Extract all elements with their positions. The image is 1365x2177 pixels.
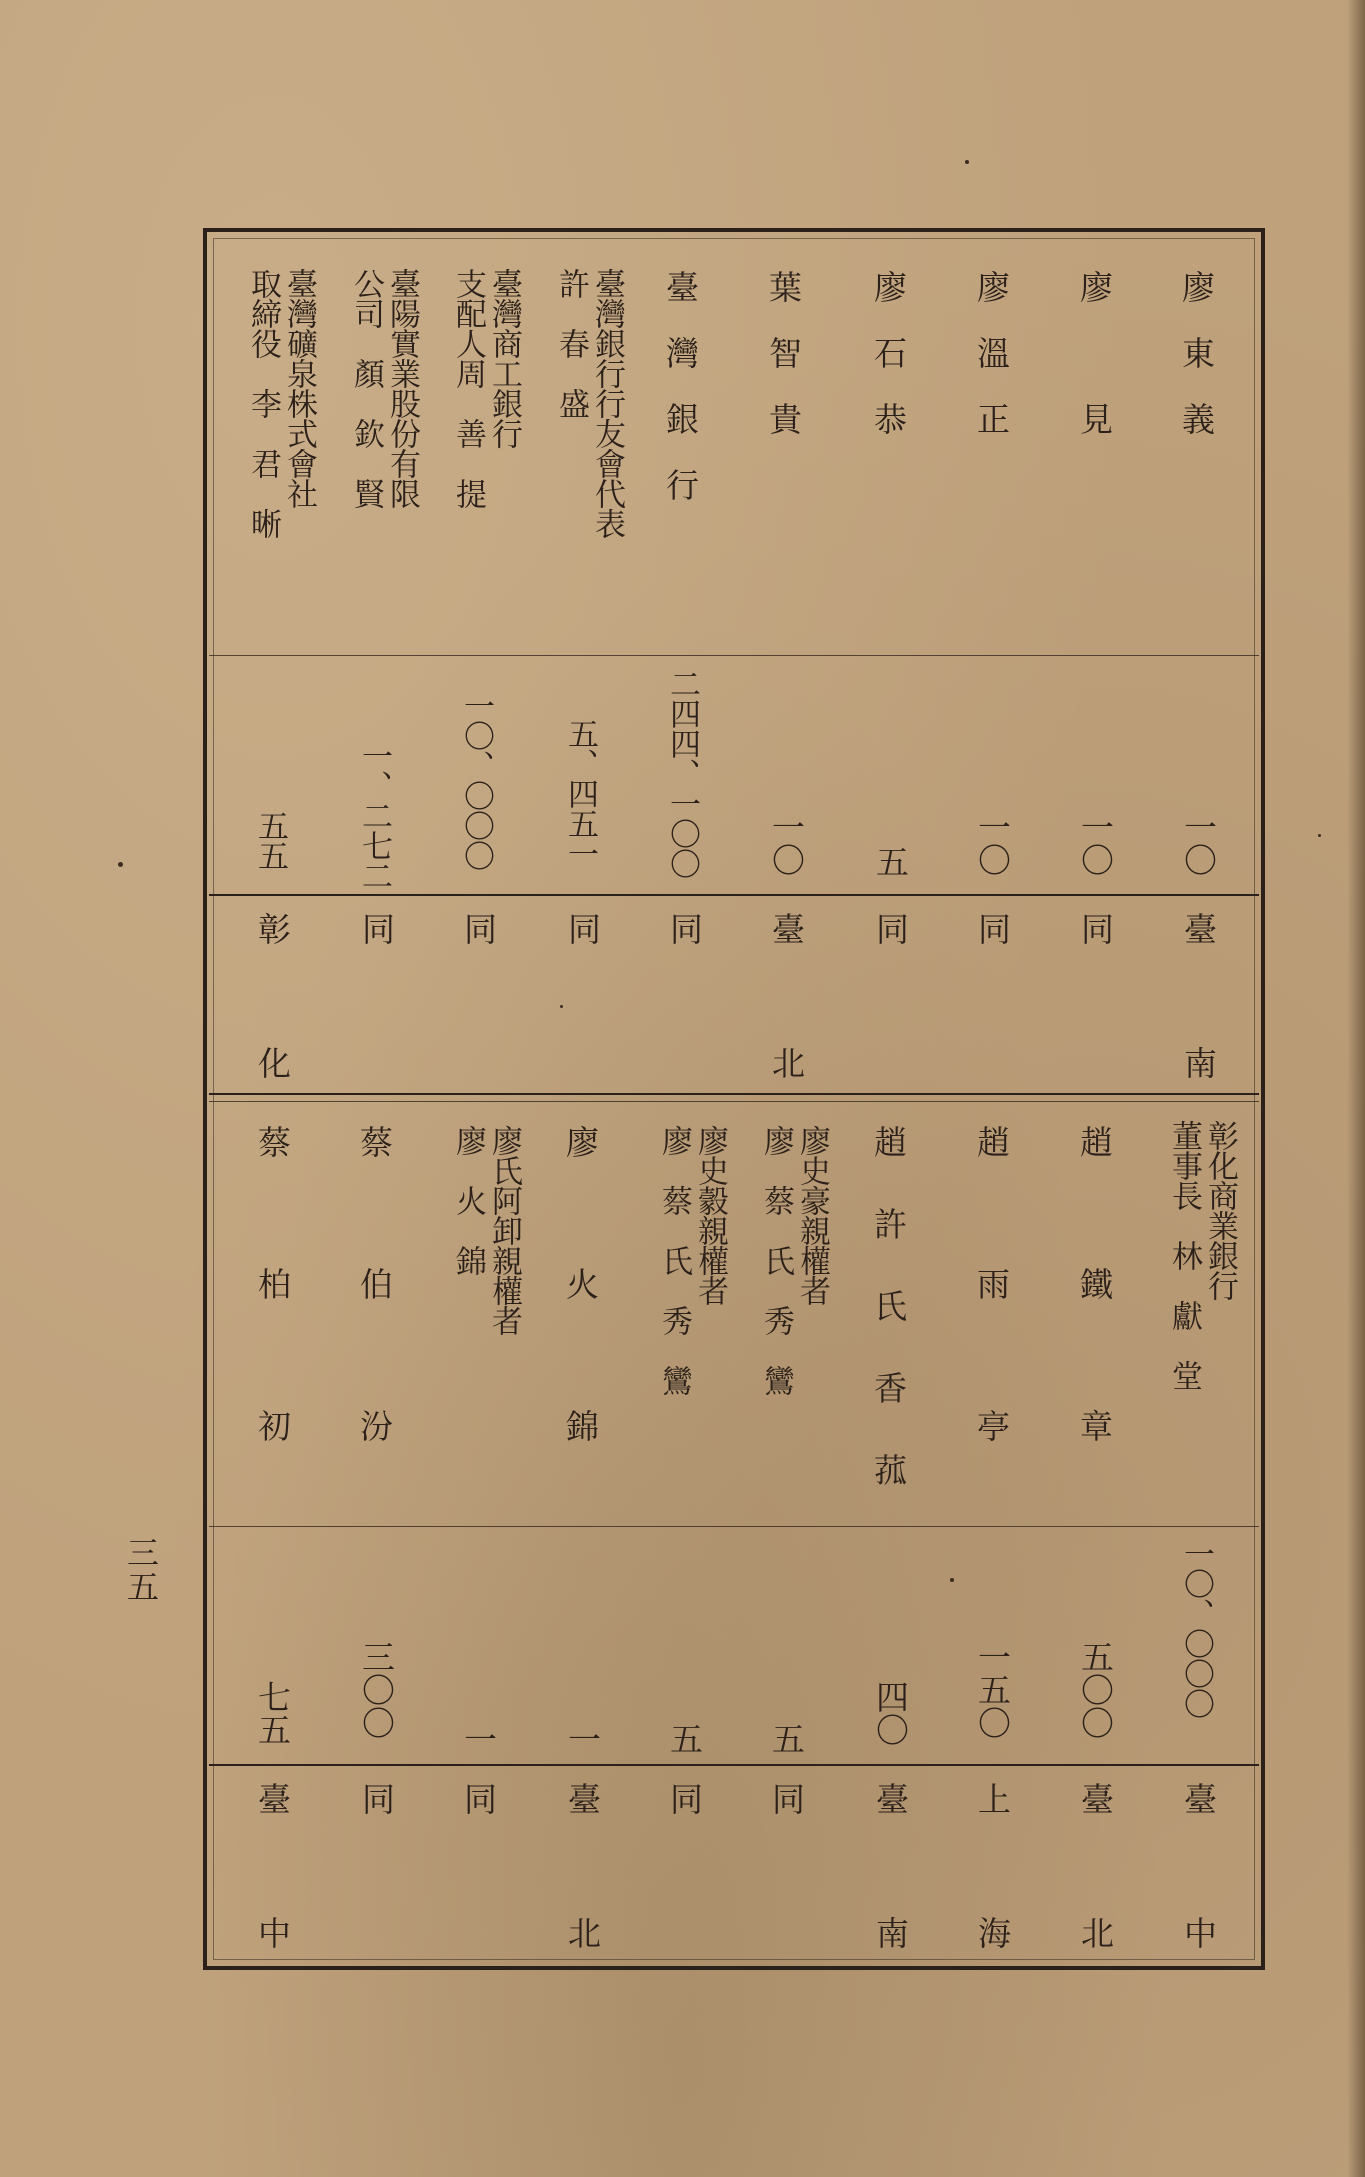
lower-row-2-amount: 五〇〇 — [1076, 1640, 1115, 1739]
section-divider — [209, 1093, 1259, 1095]
upper-row-2-place: 同 — [1076, 912, 1115, 945]
upper-row-5-name: 葉 智 貴 — [764, 270, 803, 435]
page-number: 三五 — [122, 1536, 160, 1604]
upper-row-10-place: 彰 化 — [253, 912, 292, 1113]
lower-amount-place-divider — [209, 1764, 1259, 1766]
upper-row-3-name: 廖 溫 正 — [972, 270, 1011, 435]
page-spine-shadow — [1347, 0, 1365, 2177]
lower-row-10-amount: 七五 — [253, 1680, 292, 1746]
lower-row-5-place: 同 — [767, 1782, 806, 1815]
upper-row-5-amount: 一〇 — [767, 810, 806, 876]
upper-row-4-place: 同 — [871, 912, 910, 945]
upper-row-1-place: 臺 南 — [1179, 912, 1218, 1113]
lower-row-2-name: 趙 鐵 章 — [1075, 1125, 1114, 1480]
paper-speck — [1318, 834, 1321, 837]
paper-speck — [560, 1005, 563, 1008]
lower-row-3-name: 趙 雨 亭 — [972, 1125, 1011, 1480]
upper-row-1-amount: 一〇 — [1179, 810, 1218, 876]
upper-row-4-amount: 五 — [871, 845, 910, 878]
lower-row-3-place: 上 海 — [973, 1782, 1012, 1983]
paper-speck — [118, 862, 123, 867]
upper-row-6-name: 臺 灣 銀 行 — [661, 270, 700, 501]
lower-row-1-name: 彰化商業銀行 董事長 林 獻 堂 — [1166, 1120, 1238, 1390]
lower-row-5-amount: 五 — [767, 1722, 806, 1755]
upper-amount-place-divider — [209, 894, 1259, 896]
upper-row-9-name: 臺陽實業股份有限 公司 顏 欽 賢 — [348, 268, 420, 508]
lower-row-1-amount: 一〇、〇〇〇 — [1178, 1538, 1214, 1718]
upper-row-1-name: 廖 東 義 — [1177, 270, 1216, 435]
section-divider-inner — [209, 1101, 1259, 1102]
lower-row-2-place: 臺 北 — [1076, 1782, 1115, 1983]
lower-name-amount-divider — [209, 1526, 1259, 1527]
upper-row-6-amount: 二四四、一〇〇 — [664, 668, 700, 878]
upper-row-8-name: 臺灣商工銀行 支配人周 善 提 — [450, 268, 522, 508]
lower-row-8-place: 同 — [459, 1782, 498, 1815]
lower-row-9-amount: 三〇〇 — [357, 1640, 396, 1739]
upper-row-2-amount: 一〇 — [1076, 810, 1115, 876]
lower-row-9-name: 蔡 伯 汾 — [355, 1125, 394, 1480]
upper-row-10-name: 臺灣礦泉株式會社 取締役 李 君 晰 — [245, 268, 317, 538]
upper-row-9-place: 同 — [357, 912, 396, 945]
upper-row-6-place: 同 — [665, 912, 704, 945]
lower-row-6-place: 同 — [665, 1782, 704, 1815]
upper-row-10-amount: 五五 — [252, 810, 288, 870]
lower-row-8-amount: 一 — [459, 1722, 498, 1755]
upper-row-3-place: 同 — [973, 912, 1012, 945]
lower-row-6-amount: 五 — [665, 1722, 704, 1755]
upper-row-2-name: 廖 見 — [1075, 270, 1114, 435]
upper-row-4-name: 廖 石 恭 — [869, 270, 908, 435]
lower-row-3-amount: 一五〇 — [973, 1640, 1012, 1739]
lower-row-4-name: 趙 許 氏 香 菰 — [869, 1125, 908, 1494]
paper-speck — [950, 1578, 954, 1582]
upper-row-7-place: 同 — [563, 912, 602, 945]
lower-row-6-name: 廖史豰親權者 廖 蔡 氏 秀 鸞 — [656, 1125, 728, 1395]
upper-row-9-amount: 一、二七二 — [356, 740, 392, 890]
lower-row-7-place: 臺 北 — [563, 1782, 602, 1983]
upper-row-3-amount: 一〇 — [973, 810, 1012, 876]
lower-row-8-name: 廖氏阿卸親權者 廖 火 錦 — [450, 1125, 522, 1335]
upper-row-7-name: 臺灣銀行行友會代表 許 春 盛 — [553, 268, 625, 538]
upper-name-amount-divider — [209, 655, 1259, 656]
upper-row-7-amount: 五、四五一 — [562, 718, 598, 868]
lower-row-1-place: 臺 中 — [1179, 1782, 1218, 1983]
upper-row-5-place: 臺 北 — [767, 912, 806, 1113]
lower-row-10-place: 臺 中 — [253, 1782, 292, 1983]
paper-speck — [965, 160, 969, 164]
lower-row-7-amount: 一 — [563, 1722, 602, 1755]
lower-row-7-name: 廖 火 錦 — [561, 1125, 600, 1480]
upper-row-8-place: 同 — [459, 912, 498, 945]
lower-row-4-place: 臺 南 — [871, 1782, 910, 1983]
upper-row-8-amount: 一〇、〇〇〇 — [458, 690, 494, 870]
lower-row-5-name: 廖史豪親權者 廖 蔡 氏 秀 鸞 — [758, 1125, 830, 1395]
lower-row-4-amount: 四〇 — [871, 1680, 910, 1746]
lower-row-10-name: 蔡 柏 初 — [253, 1125, 292, 1480]
lower-row-9-place: 同 — [357, 1782, 396, 1815]
